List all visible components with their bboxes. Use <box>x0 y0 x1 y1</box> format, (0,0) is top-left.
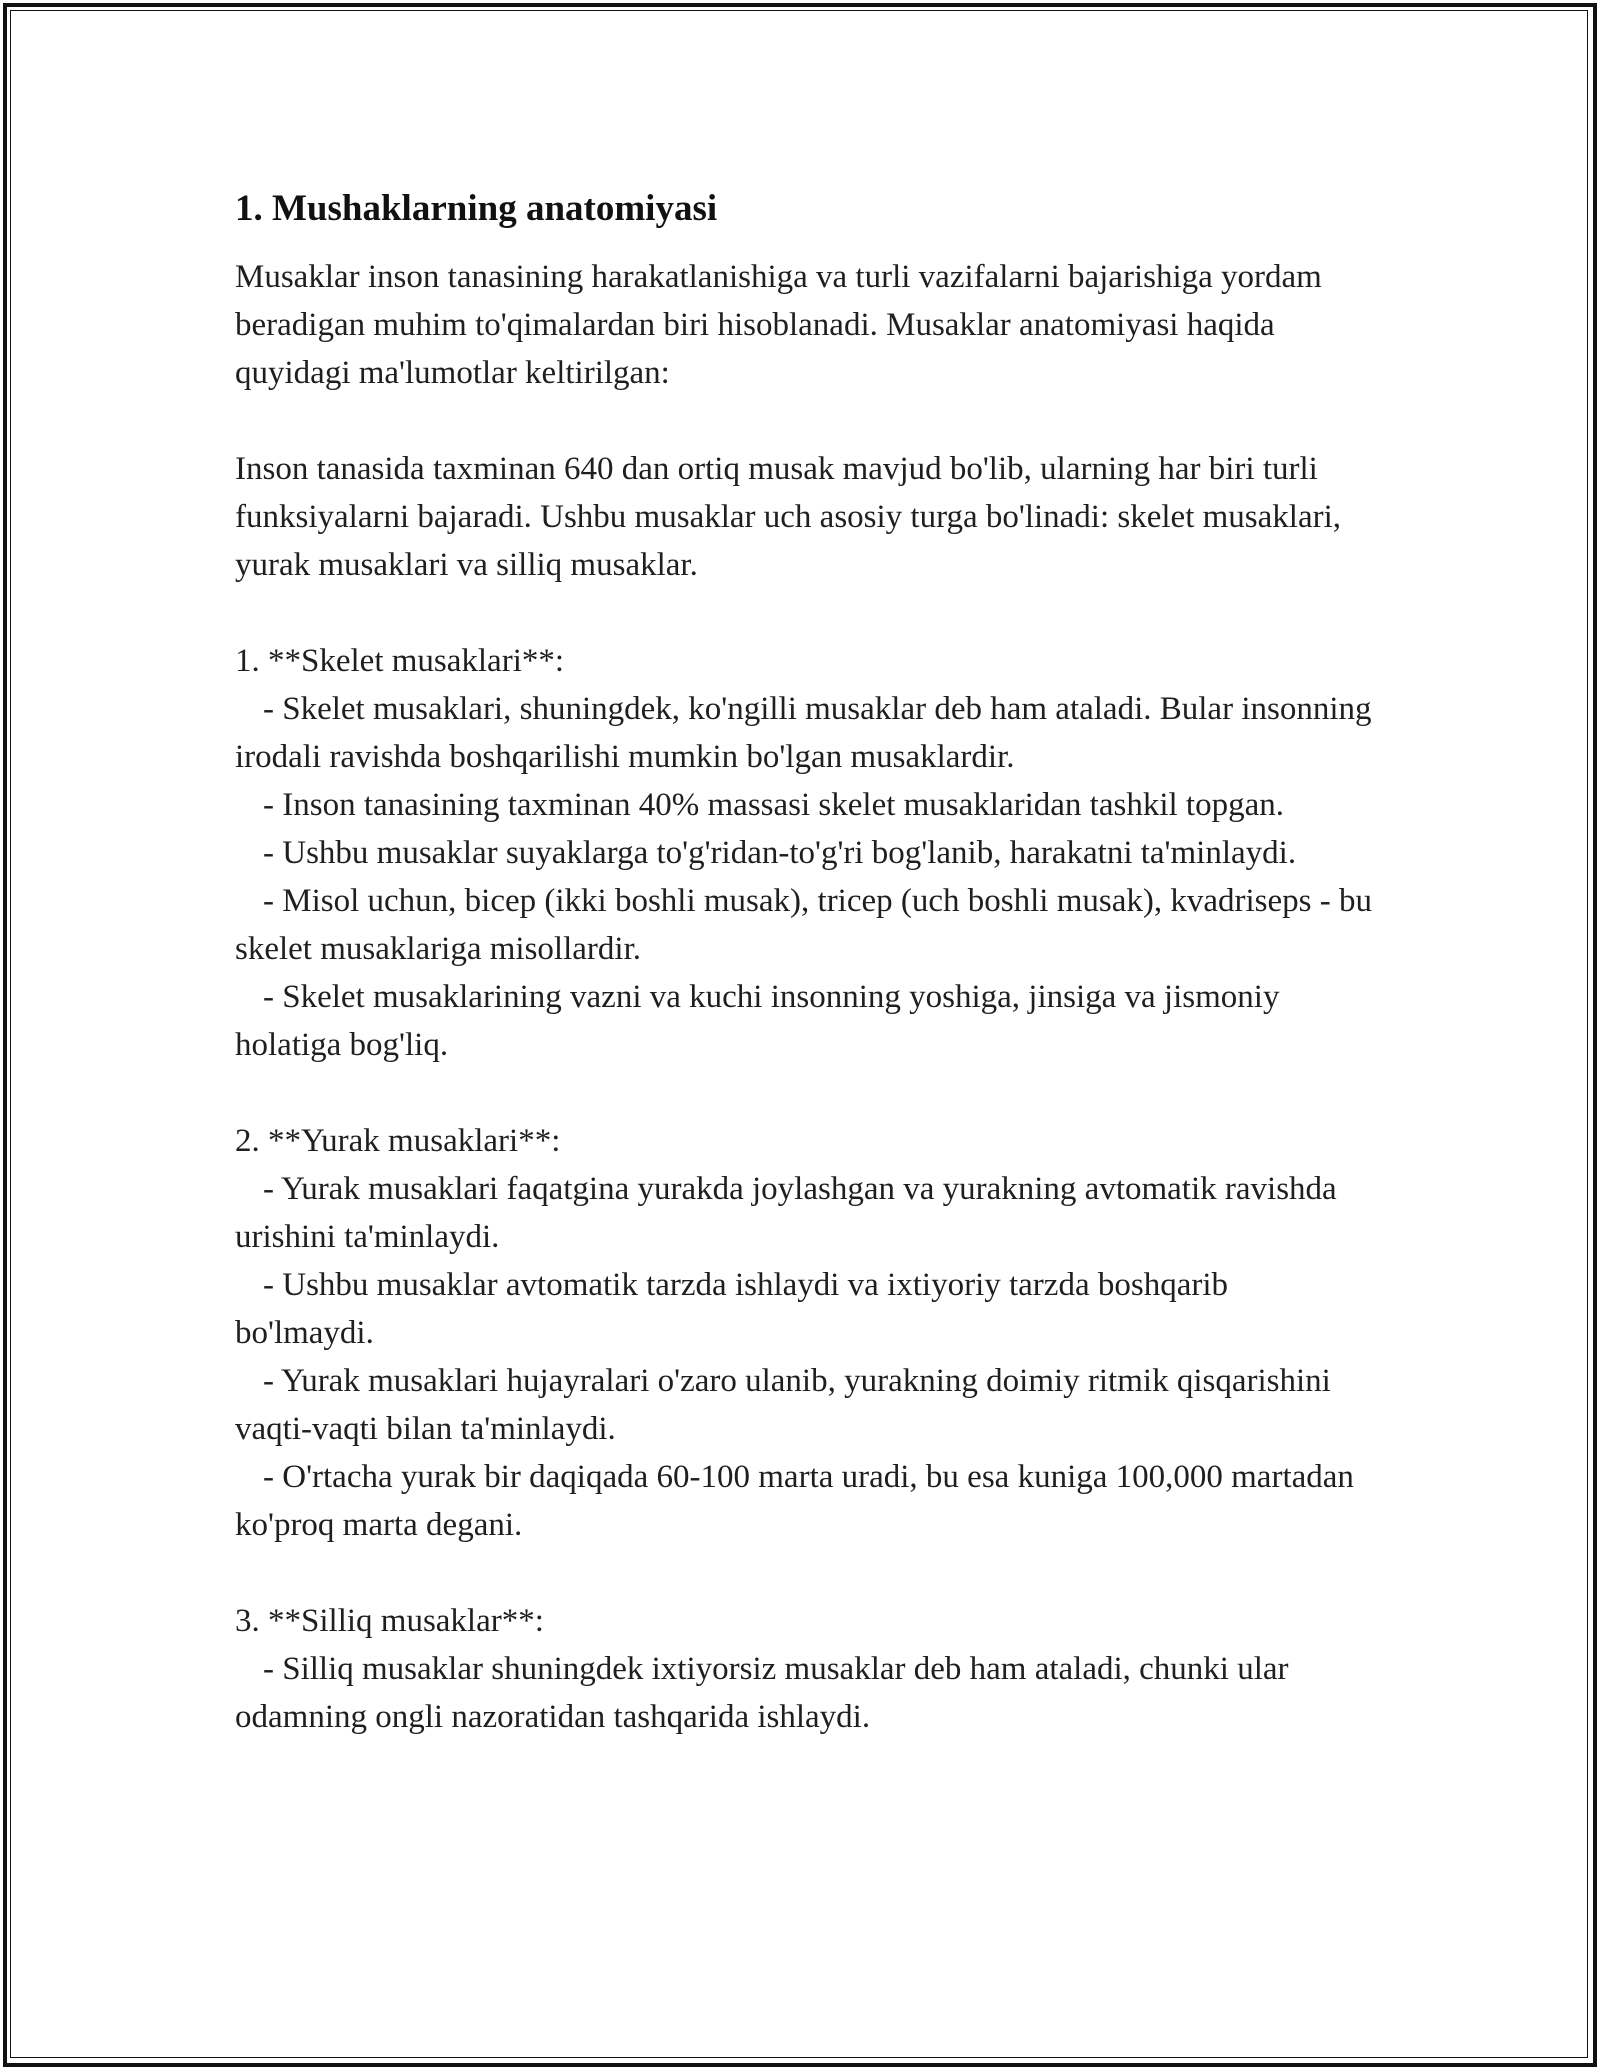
paragraph-gap <box>235 1069 1375 1117</box>
list-item: - Yurak musaklari faqatgina yurakda joylashgan va yurakning avtomatik ravishda urishini ta'minlaydi. <box>235 1171 1337 1255</box>
list-item: - Misol uchun, bicep (ikki boshli musak), tricep (uch boshli musak), kvadriseps - bu skelet musaklariga misollardir. <box>235 883 1372 967</box>
list-item: - Silliq musaklar shuningdek ixtiyorsiz musaklar deb ham ataladi, chunki ular odamning ongli nazoratidan tashqarida ishlaydi. <box>235 1651 1289 1735</box>
section-silliq <box>235 1597 1375 1741</box>
intro-paragraph: Musaklar inson tanasining harakatlanishiga va turli vazifalarni bajarishiga yordam beradigan muhim to'qimalardan biri hisoblanadi. Musaklar anatomiyasi haqida quyidagi ma'lumotlar keltirilgan: <box>235 259 1322 391</box>
section-yurak <box>235 1117 1375 1549</box>
list-item: - Yurak musaklari hujayralari o'zaro ulanib, yurakning doimiy ritmik qisqarishini vaqti-vaqti bilan ta'minlaydi. <box>235 1363 1331 1447</box>
list-item: - Skelet musaklari, shuningdek, ko'ngilli musaklar deb ham ataladi. Bular insonning irodali ravishda boshqarilishi mumkin bo'lgan musaklardir. <box>235 691 1372 775</box>
document-body <box>235 185 1375 1741</box>
section-heading: 1. **Skelet musaklari**: <box>235 643 565 679</box>
paragraph-gap <box>235 589 1375 637</box>
list-item: - Skelet musaklarining vazni va kuchi insonning yoshiga, jinsiga va jismoniy holatiga bog'liq. <box>235 979 1280 1063</box>
section-skelet <box>235 637 1375 1069</box>
list-item: - Inson tanasining taxminan 40% massasi skelet musaklaridan tashkil topgan. <box>263 787 1284 823</box>
list-item: - O'rtacha yurak bir daqiqada 60-100 marta uradi, bu esa kuniga 100,000 martadan ko'proq marta degani. <box>235 1459 1354 1543</box>
document-title: 1. Mushaklarning anatomiyasi <box>235 188 718 229</box>
paragraph-gap <box>235 1549 1375 1597</box>
paragraph-gap <box>235 397 1375 445</box>
overview-paragraph: Inson tanasida taxminan 640 dan ortiq musak mavjud bo'lib, ularning har biri turli funksiyalarni bajaradi. Ushbu musaklar uch asosiy turga bo'linadi: skelet musaklari, yurak musaklari va silliq musaklar. <box>235 451 1341 583</box>
list-item: - Ushbu musaklar suyaklarga to'g'ridan-to'g'ri bog'lanib, harakatni ta'minlaydi. <box>263 835 1297 871</box>
section-heading: 2. **Yurak musaklari**: <box>235 1123 561 1159</box>
section-heading: 3. **Silliq musaklar**: <box>235 1603 544 1639</box>
list-item: - Ushbu musaklar avtomatik tarzda ishlaydi va ixtiyoriy tarzda boshqarib bo'lmaydi. <box>235 1267 1228 1351</box>
